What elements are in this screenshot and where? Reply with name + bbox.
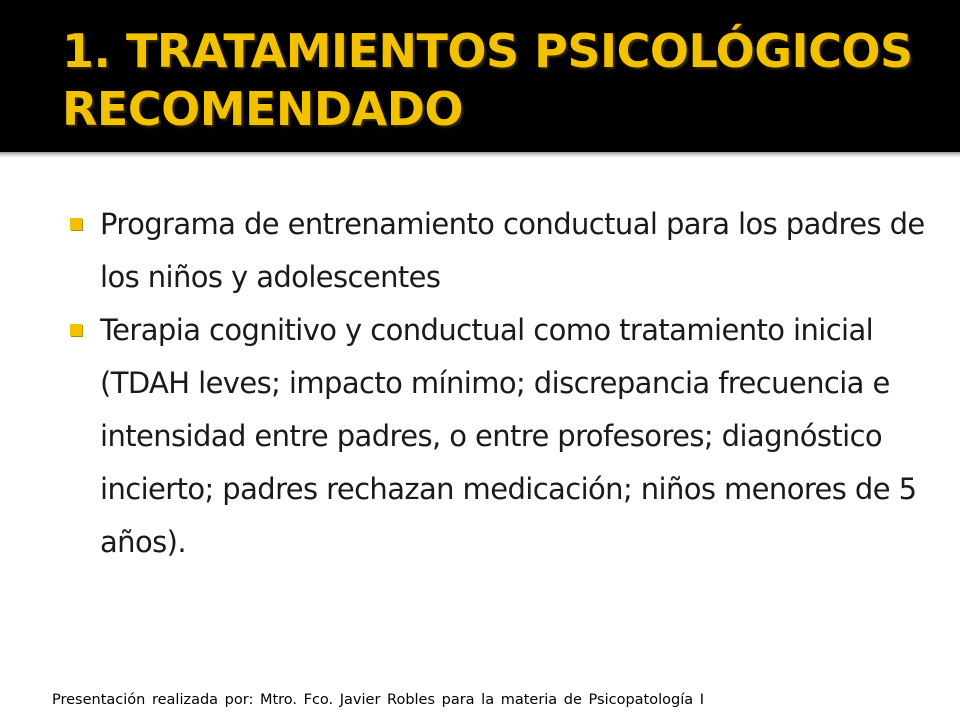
title-bar [0, 0, 960, 152]
square-bullet-icon [70, 218, 82, 230]
slide-title-line-1: 1. TRATAMIENTOS PSICOLÓGICOS [62, 24, 913, 78]
slide-title [62, 22, 942, 138]
slide-body [0, 158, 960, 720]
slide-title-line-2: RECOMENDADO [62, 82, 463, 136]
bullet-item [70, 198, 930, 304]
square-bullet-icon [70, 324, 82, 336]
bullet-item [70, 304, 930, 569]
bullet-text: Programa de entrenamiento conductual para los padres de los niños y adolescentes [100, 207, 925, 294]
bullet-list [70, 198, 930, 569]
bullet-text: Terapia cognitivo y conductual como tratamiento inicial (TDAH leves; impacto mínimo; discrepancia frecuencia e intensidad entre padres, o entre profesores; diagnóstico incierto; padres rechazan medicación; niños menores de 5 años). [100, 313, 917, 559]
footer-credit: Presentación realizada por: Mtro. Fco. Javier Robles para la materia de Psicopatología I [52, 692, 705, 708]
